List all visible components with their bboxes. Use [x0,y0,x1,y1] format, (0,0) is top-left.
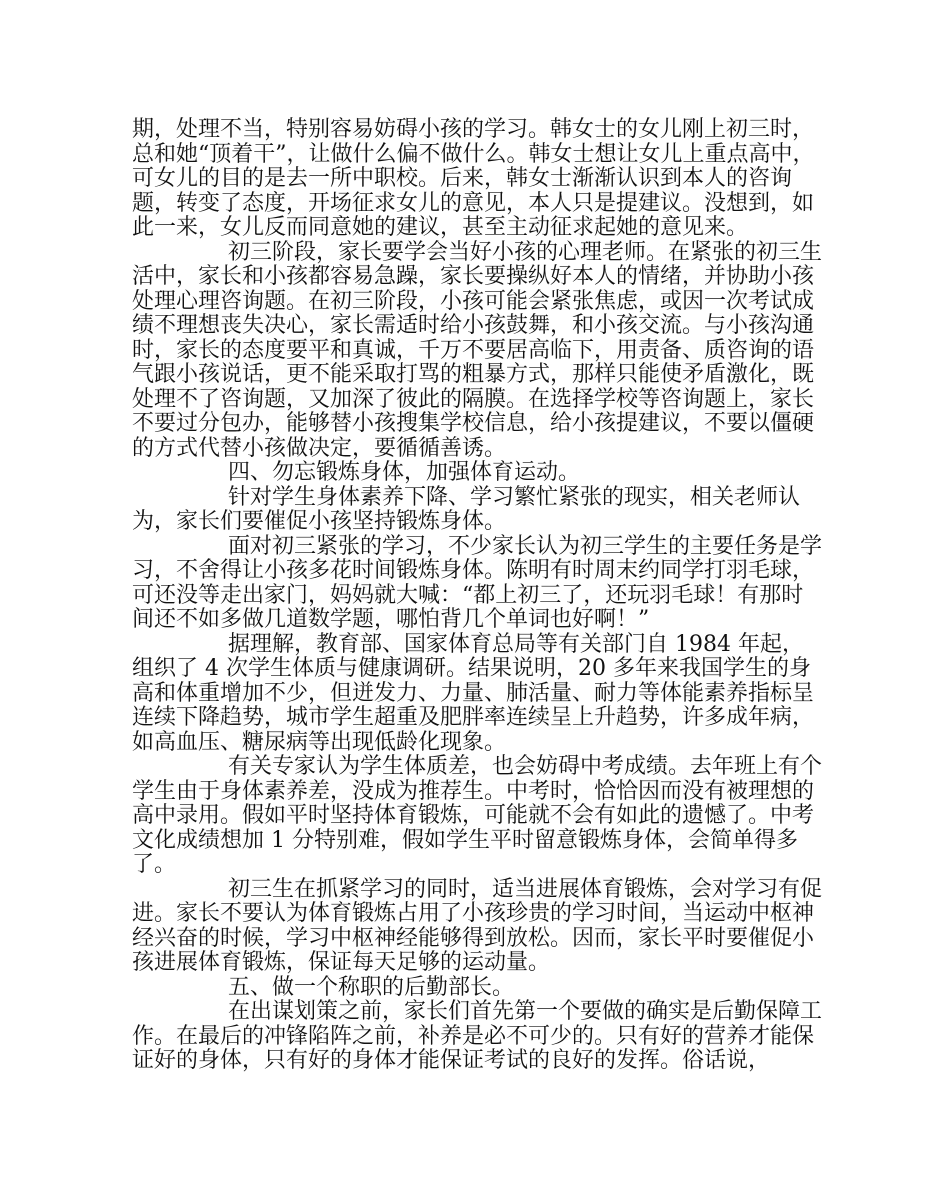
paragraph-7: 初三生在抓紧学习的同时，适当进展体育锻炼，会对学习有促进。家长不要认为体育锻炼占用了小孩珍贵的学习时间，当运动中枢神经兴奋的时候，学习中枢神经能够得到放松。因而，家长平时要催促小孩进展体育锻炼，保证每天足够的运动量。 [132,876,823,975]
paragraph-4: 面对初三紧张的学习，不少家长认为初三学生的主要任务是学习，不舍得让小孩多花时间锻炼身体。陈明有时周末约同学打羽毛球，可还没等走出家门，妈妈就大喊：“都上初三了，还玩羽毛球！有那时间还不如多做几道数学题，哪怕背几个单词也好啊！” [132,533,823,632]
document-page [132,118,822,1074]
paragraph-8: 在出谋划策之前，家长们首先第一个要做的确实是后勤保障工作。在最后的冲锋陷阵之前，补养是必不可少的。只有好的营养才能保证好的身体，只有好的身体才能保证考试的良好的发挥。俗话说， [132,999,823,1073]
paragraph-2: 初三阶段，家长要学会当好小孩的心理老师。在紧张的初三生活中，家长和小孩都容易急躁，家长要操纵好本人的情绪，并协助小孩处理心理咨询题。在初三阶段，小孩可能会紧张焦虑，或因一次考试成绩不理想丧失决心，家长需适时给小孩鼓舞，和小孩交流。与小孩沟通时，家长的态度要平和真诚，千万不要居高临下，用责备、质咨询的语气跟小孩说话，更不能采取打骂的粗暴方式，那样只能使矛盾激化，既处理不了咨询题，又加深了彼此的隔膜。在选择学校等咨询题上，家长不要过分包办，能够替小孩搜集学校信息，给小孩提建议，不要以僵硬的方式代替小孩做决定，要循循善诱。 [132,239,823,461]
section-heading-4: 四、勿忘锻炼身体，加强体育运动。 [228,460,581,485]
paragraph-3: 针对学生身体素养下降、学习繁忙紧张的现实，相关老师认为，家长们要催促小孩坚持锻炼身体。 [132,484,801,534]
paragraph-5: 据理解，教育部、国家体育总局等有关部门自 1984 年起，组织了 4 次学生体质与健康调研。结果说明，20 多年来我国学生的身高和体重增加不少，但迸发力、力量、肺活量、耐力等体能素养指标呈连续下降趋势，城市学生超重及肥胖率连续呈上升趋势，许多成年病，如高血压、糖尿病等出现低龄化现象。 [132,631,815,755]
paragraph-1: 期，处理不当，特别容易妨碍小孩的学习。韩女士的女儿刚上初三时，总和她“顶着干”，让做什么偏不做什么。韩女士想让女儿上重点高中，可女儿的目的是去一所中职校。后来，韩女士渐渐认识到本人的咨询题，转变了态度，开场征求女儿的意见，本人只是提建议。没想到，如此一来，女儿反而同意她的建议，甚至主动征求起她的意见来。 [132,117,815,240]
paragraph-6: 有关专家认为学生体质差，也会妨碍中考成绩。去年班上有个学生由于身体素养差，没成为推荐生。中考时，恰恰因而没有被理想的高中录用。假如平时坚持体育锻炼，可能就不会有如此的遗憾了。中考文化成绩想加 1 分特别难，假如学生平时留意锻炼身体，会简单得多了。 [132,754,823,877]
section-heading-5: 五、做一个称职的后勤部长。 [228,974,515,1000]
